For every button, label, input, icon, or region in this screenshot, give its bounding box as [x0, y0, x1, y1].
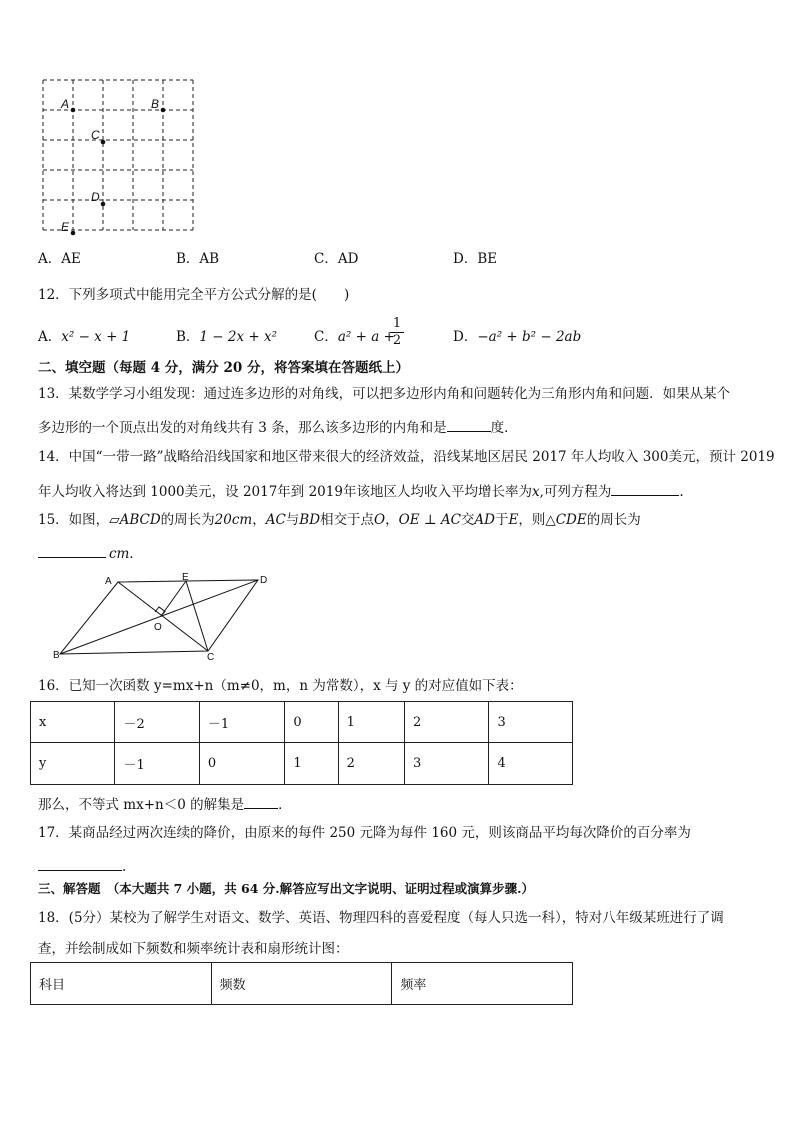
q15-end: ． — [129, 546, 143, 562]
table-cell: 0 — [199, 743, 284, 785]
table-cell: －1 — [115, 743, 199, 785]
q15-line1 — [38, 512, 641, 528]
table-cell: 1 — [285, 743, 338, 785]
q17-line1: 17．某商品经过两次连续的降价，由原来的每件 250 元降为每件 160 元，则该商品平均每次降价的百分率为 — [38, 825, 691, 841]
q15-answer-blank[interactable] — [38, 543, 106, 558]
q12-option-b-label: B． — [176, 329, 200, 345]
q12-option-c-fraction — [390, 316, 404, 349]
q13-line2-end: 度． — [490, 420, 518, 436]
parallelogram-figure — [50, 572, 280, 664]
q15-ac: AC — [265, 512, 286, 528]
q15-p7: 交 — [460, 512, 475, 528]
q12-option-c-expr: a² + a + — [337, 329, 395, 345]
q14-line2-end: ,可列方程为 — [539, 484, 612, 500]
q12-option-a-expr: x² − x + 1 — [61, 329, 131, 345]
q15-p3: ， — [252, 512, 266, 528]
q15-p8: 于 — [494, 512, 509, 528]
point-b — [161, 108, 166, 113]
table-cell: 1 — [338, 702, 404, 743]
q15-perimeter-value: 20cm — [214, 512, 253, 528]
q14-line1: 14．中国“一带一路”战略给沿线国家和地区带来很大的经济效益，沿线某地区居民 2017 年人均收入 300美元，预计 2019 — [38, 449, 775, 465]
fig-label-a: A — [105, 576, 112, 587]
label-d: D — [91, 190, 100, 204]
q17-end: . — [122, 859, 127, 875]
fraction-numerator: 1 — [392, 316, 402, 331]
q12-option-b — [176, 329, 277, 345]
q12-option-a-label: A． — [38, 329, 62, 345]
q12-option-d — [453, 329, 581, 345]
label-c: C — [91, 128, 100, 142]
q15-p6: ， — [385, 512, 399, 528]
fig-label-c: C — [207, 652, 215, 663]
q18-line2: 查，并绘制成如下频数和频率统计表和扇形统计图： — [38, 941, 349, 957]
table-cell: 0 — [285, 702, 338, 743]
q15-p5: 相交于点 — [320, 512, 375, 528]
table-cell: －1 — [199, 702, 284, 743]
q13-line2-text: 多边形的一个顶点出发的对角线共有 3 条，那么该多边形的内角和是 — [38, 420, 447, 436]
q12-option-d-expr: −a² + b² − 2ab — [477, 329, 582, 345]
q12-option-b-expr: 1 − 2x + x² — [199, 329, 278, 345]
q15-p2: 的周长为 — [160, 512, 215, 528]
q15-line2 — [38, 543, 143, 562]
q11-option-c: C．AD — [314, 251, 359, 267]
q16-answer-blank[interactable] — [244, 794, 278, 809]
q16-after-end: ． — [278, 797, 292, 813]
q15-oe: OE ⊥ AC — [398, 512, 461, 528]
point-d — [101, 202, 106, 207]
q16-stem: 16．已知一次函数 y=mx+n（m≠0，m，n 为常数），x 与 y 的对应值如下表： — [38, 678, 523, 694]
label-b: B — [151, 97, 160, 111]
table-cell: －2 — [115, 702, 199, 743]
label-e: E — [61, 220, 70, 234]
q16-value-table — [30, 701, 573, 785]
q12-option-d-label: D． — [453, 329, 478, 345]
table-header-subject: 科目 — [31, 963, 212, 1005]
q16-row-y — [31, 743, 573, 785]
q16-after-text: 那么，不等式 mx+n＜0 的解集是 — [38, 797, 245, 813]
q18-header-row — [31, 963, 573, 1005]
q13-line1: 13．某数学学习小组发现：通过连多边形的对角线，可以把多边形内角和问题转化为三角形内角和问题．如果从某个 — [38, 386, 731, 402]
table-cell: y — [31, 743, 115, 785]
point-a — [71, 108, 76, 113]
q17-answer-blank[interactable] — [38, 856, 122, 871]
q16-row-x — [31, 702, 573, 743]
q14-var-x: x — [531, 484, 540, 500]
fig-label-e: E — [182, 572, 189, 583]
table-cell: 4 — [489, 743, 573, 785]
q12-option-a — [38, 329, 130, 345]
q11-option-b: B．AB — [176, 251, 220, 267]
q15-ad: AD — [474, 512, 495, 528]
segment-ce — [186, 581, 208, 651]
table-cell: 2 — [338, 743, 404, 785]
table-header-rate: 频率 — [392, 963, 573, 1005]
q15-triangle: △CDE — [545, 512, 587, 528]
table-cell: x — [31, 702, 115, 743]
fig-label-o: O — [154, 622, 162, 633]
table-cell: 3 — [405, 743, 489, 785]
q17-line2 — [38, 856, 126, 875]
q12-option-c — [314, 329, 395, 345]
q15-p1: 15．如图， — [38, 512, 110, 528]
q15-p10: 的周长为 — [586, 512, 641, 528]
fraction-denominator: 2 — [392, 333, 402, 348]
q18-frequency-table — [30, 962, 573, 1005]
fig-label-b: B — [53, 650, 60, 661]
diagonal-ac — [118, 582, 208, 651]
q15-o: O — [374, 512, 386, 528]
q13-answer-blank[interactable] — [447, 417, 491, 432]
q14-tail: . — [679, 484, 684, 500]
q15-parallelogram-symbol: ▱ABCD — [109, 512, 161, 528]
q18-line1: 18．(5分）某校为了解学生对语文、数学、英语、物理四科的喜爱程度（每人只选一科），特对八年级某班进行了调 — [38, 910, 724, 926]
section2-title: 二、填空题（每题 4 分，满分 20 分，将答案填在答题纸上） — [38, 360, 409, 376]
table-cell: 2 — [405, 702, 489, 743]
q16-after — [38, 794, 292, 813]
q15-unit: cm — [109, 546, 130, 562]
table-cell: 3 — [489, 702, 573, 743]
section3-title: 三、解答题 （本大题共 7 小题，共 64 分.解答应写出文字说明、证明过程或演算步骤.） — [38, 881, 534, 896]
q12-option-c-label: C． — [314, 329, 338, 345]
point-c — [101, 140, 106, 145]
table-header-frequency: 频数 — [211, 963, 392, 1005]
q13-line2 — [38, 417, 518, 436]
q15-p4: 与 — [285, 512, 300, 528]
fig-label-d: D — [260, 575, 268, 586]
q11-option-d: D．BE — [453, 251, 498, 267]
q15-bd: BD — [299, 512, 321, 528]
q12-stem: 12．下列多项式中能用完全平方公式分解的是( ) — [38, 287, 350, 303]
q14-line2-text: 年人均收入将达到 1000美元，设 2017年到 2019年该地区人均收入平均增长率为 — [38, 484, 532, 500]
q14-line2 — [38, 481, 684, 500]
q15-e: E — [508, 512, 519, 528]
q15-p9: ，则 — [518, 512, 546, 528]
q14-answer-blank[interactable] — [611, 481, 679, 496]
grid-figure — [30, 72, 205, 244]
q11-option-a: A．AE — [38, 251, 81, 267]
label-a: A — [61, 97, 70, 111]
point-e — [71, 231, 76, 236]
